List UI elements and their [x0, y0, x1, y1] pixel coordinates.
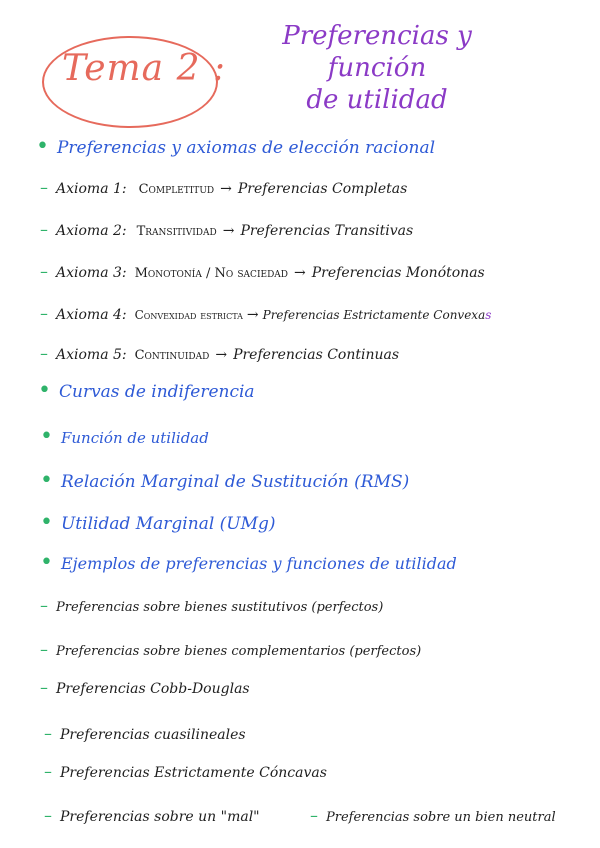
arrow-icon: →: [220, 181, 232, 197]
heading-umg: [40, 510, 276, 535]
page-title-line1: Preferencias y función: [282, 21, 472, 83]
axiom-name: Transitividad: [136, 224, 217, 239]
heading-examples: [40, 550, 457, 575]
example-text: Preferencias sobre bienes complementarios (perfectos): [56, 644, 422, 659]
axiom-5: [40, 344, 399, 363]
example-concave: [44, 762, 327, 781]
heading-rms: [40, 468, 409, 493]
dash-icon: –: [40, 344, 48, 363]
dash-icon: –: [44, 724, 52, 743]
dash-icon: –: [40, 596, 48, 615]
bullet-icon: •: [38, 378, 51, 403]
axiom-label: Axioma 1:: [56, 181, 127, 197]
bullet-icon: •: [40, 424, 53, 449]
example-text: Preferencias Cobb-Douglas: [56, 681, 250, 697]
axiom-name: Continuidad: [134, 348, 210, 363]
example-text: Preferencias sobre un bien neutral: [326, 810, 556, 825]
arrow-icon: →: [222, 223, 235, 239]
heading-indifference: [38, 378, 255, 403]
page-title: [232, 20, 522, 116]
heading-text: Función de utilidad: [60, 429, 209, 447]
axiom-result: Preferencias Completas: [237, 181, 408, 197]
arrow-icon: →: [246, 307, 259, 323]
tema-title: Tema 2 :: [62, 48, 227, 89]
axiom-label: Axioma 4:: [56, 307, 127, 323]
axiom-name: Completitud: [138, 182, 215, 197]
dash-icon: –: [40, 678, 48, 697]
axiom-4: [40, 304, 491, 323]
heading-text: Curvas de indiferencia: [58, 382, 255, 402]
dash-icon: –: [44, 806, 52, 825]
heading-text: Preferencias y axiomas de elección racional: [56, 138, 436, 158]
heading-axioms: [36, 134, 435, 159]
arrow-icon: →: [215, 347, 228, 363]
example-neutral: [310, 806, 556, 825]
example-text: Preferencias Estrictamente Cóncavas: [60, 765, 327, 781]
axiom-result: Preferencias Transitivas: [240, 223, 414, 239]
dash-icon: –: [40, 304, 48, 323]
axiom-3: [40, 262, 485, 281]
axiom-name: Convexidad estricta: [134, 308, 243, 322]
example-quasilinear: [44, 724, 246, 743]
dash-icon: –: [44, 762, 52, 781]
axiom-2: [40, 220, 413, 239]
heading-text: Ejemplos de preferencias y funciones de utilidad: [60, 554, 457, 573]
example-complements: [40, 640, 421, 659]
axiom-label: Axioma 5:: [56, 347, 127, 363]
bullet-icon: •: [36, 134, 49, 159]
dash-icon: –: [40, 640, 48, 659]
bullet-icon: •: [40, 468, 53, 493]
dash-icon: –: [40, 220, 48, 239]
axiom-label: Axioma 3:: [56, 265, 127, 281]
example-bad: [44, 806, 260, 825]
axiom-result: Preferencias Continuas: [233, 347, 400, 363]
axiom-name: Monotonía / No saciedad: [134, 266, 289, 281]
axiom-result-tail: s: [485, 308, 492, 322]
heading-text: Relación Marginal de Sustitución (RMS): [60, 472, 410, 492]
example-substitutes: [40, 596, 383, 615]
example-text: Preferencias cuasilineales: [60, 727, 246, 743]
axiom-label: Axioma 2:: [56, 223, 127, 239]
example-text: Preferencias sobre bienes sustitutivos (perfectos): [56, 600, 384, 615]
heading-text: Utilidad Marginal (UMg): [60, 514, 276, 534]
example-text: Preferencias sobre un "mal": [60, 809, 260, 825]
dash-icon: –: [310, 806, 318, 825]
bullet-icon: •: [40, 510, 53, 535]
page-title-line2: de utilidad: [306, 85, 448, 115]
dash-icon: –: [40, 262, 48, 281]
bullet-icon: •: [40, 550, 53, 575]
axiom-result: Preferencias Estrictamente Convexa: [262, 308, 486, 322]
axiom-1: [40, 178, 407, 197]
heading-utility-function: [40, 424, 209, 449]
axiom-result: Preferencias Monótonas: [311, 265, 485, 281]
arrow-icon: →: [294, 265, 306, 281]
example-cobb-douglas: [40, 678, 250, 697]
dash-icon: –: [40, 178, 48, 197]
